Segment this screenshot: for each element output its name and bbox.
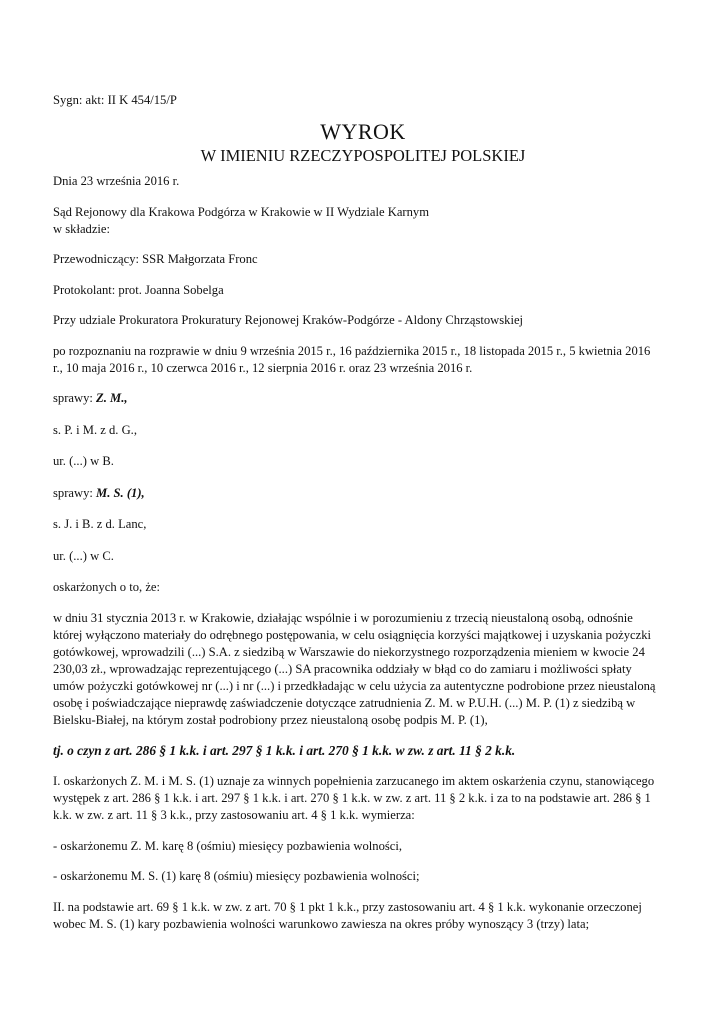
verdict-line: wobec M. S. (1) kary pozbawienia wolności warunkowo zawiesza na okres próby wynoszący 3 (trzy) lata; xyxy=(53,916,590,931)
case-prefix: sprawy: xyxy=(53,485,97,500)
presiding-judge: Przewodniczący: SSR Małgorzata Fronc xyxy=(53,252,258,266)
defendant-parents: s. J. i B. z d. Lanc, xyxy=(53,517,147,531)
hearing-dates xyxy=(53,343,673,377)
charge-line: umów pożyczki gotówkowej nr (...) i nr (...) i przedkładając w celu użycia za autentyczne podrobione przez nieustaloną xyxy=(53,678,656,693)
document-title: WYROK xyxy=(320,119,406,144)
charge-line: Bielsku-Białej, na którym został podrobiony przez nieustaloną osobę podpis M. P. (1), xyxy=(53,712,488,727)
court-composition-label: w składzie: xyxy=(53,221,111,236)
judgment-document xyxy=(53,92,673,946)
defendant-birth: ur. (...) w B. xyxy=(53,454,114,468)
accused-intro: oskarżonych o to, że: xyxy=(53,580,161,594)
verdict-line: k.k. w zw. z art. 11 § 3 k.k., przy zastosowaniu art. 4 § 1 k.k. wymierza: xyxy=(53,808,415,822)
charge-line: osobę i poświadczające nieprawdę zaświadczenie dotyczące zatrudnienia Z. M. w P.U.H. (...) M. P. (1) z siedzibą w xyxy=(53,695,636,710)
sentence-first-defendant: - oskarżonemu Z. M. karę 8 (ośmiu) miesięcy pozbawienia wolności, xyxy=(53,838,403,853)
charge-line: gotówkowej, wprowadzili (...) S.A. z siedzibą w Warszawie do niekorzystnego rozporządzenia mieniem w kwocie 24 xyxy=(53,644,645,659)
court-clerk: Protokolant: prot. Joanna Sobelga xyxy=(53,282,224,297)
charge-line: w dniu 31 stycznia 2013 r. w Krakowie, działając wspólnie i w porozumieniu z trzecią nieustaloną osobą, odnośnie xyxy=(53,610,633,625)
court-name: Sąd Rejonowy dla Krakowa Podgórza w Krakowie w II Wydziale Karnym xyxy=(53,204,430,219)
charge-line: której wyłączono materiały do odrębnego postępowania, w celu osiągnięcia korzyści majątkowej i uzyskania pożyczki xyxy=(53,627,651,642)
judgment-date: Dnia 23 września 2016 r. xyxy=(53,174,180,188)
defendant-parents: s. P. i M. z d. G., xyxy=(53,422,137,437)
case-prefix: sprawy: xyxy=(53,391,97,405)
charge-description xyxy=(53,610,673,729)
defendant-name: Z. M., xyxy=(96,391,128,405)
verdict-line: I. oskarżonych Z. M. i M. S. (1) uznaje za winnych popełnienia zarzucanego im aktem oskarżenia czynu, stanowiącego xyxy=(53,774,655,788)
hearing-dates-line: po rozpoznaniu na rozprawie w dniu 9 września 2015 r., 16 października 2015 r., 18 listopada 2015 r., 5 kwietnia 2016 xyxy=(53,343,651,358)
case-signature: Sygn: akt: II K 454/15/P xyxy=(53,93,177,107)
charge-line: 230,03 zł., wprowadzając reprezentującego (...) SA pracownika oddziały w błąd co do zamiaru i możliwości spłaty xyxy=(53,661,632,676)
document-subtitle: W IMIENIU RZECZYPOSPOLITEJ POLSKIEJ xyxy=(200,146,526,165)
court-composition xyxy=(53,204,673,238)
verdict-line: występek z art. 286 § 1 k.k. i art. 297 § 1 k.k. i art. 270 § 1 k.k. w zw. z art. 11 § 2 k.k. i za to na podstawie art. 286 § 1 xyxy=(53,791,651,805)
verdict-point-2 xyxy=(53,899,673,933)
defendant-name: M. S. (1), xyxy=(96,485,145,500)
defendant-case xyxy=(53,485,673,502)
hearing-dates-line: r., 10 maja 2016 r., 10 czerwca 2016 r., 12 sierpnia 2016 r. oraz 23 września 2016 r. xyxy=(53,360,473,375)
verdict-line: II. na podstawie art. 69 § 1 k.k. w zw. z art. 70 § 1 pkt 1 k.k., przy zastosowaniu art. 4 § 1 k.k. wykonanie orzeczonej xyxy=(53,899,642,914)
verdict-point-1 xyxy=(53,773,673,824)
sentence-second-defendant: - oskarżonemu M. S. (1) karę 8 (ośmiu) miesięcy pozbawienia wolności; xyxy=(53,869,420,883)
legal-qualification: tj. o czyn z art. 286 § 1 k.k. i art. 297 § 1 k.k. i art. 270 § 1 k.k. w zw. z art. 11 § 2 k.k. xyxy=(53,743,516,758)
prosecutor: Przy udziale Prokuratora Prokuratury Rejonowej Kraków-Podgórze - Aldony Chrząstowskiej xyxy=(53,313,524,327)
defendant-case xyxy=(53,390,673,407)
defendant-birth: ur. (...) w C. xyxy=(53,548,114,563)
